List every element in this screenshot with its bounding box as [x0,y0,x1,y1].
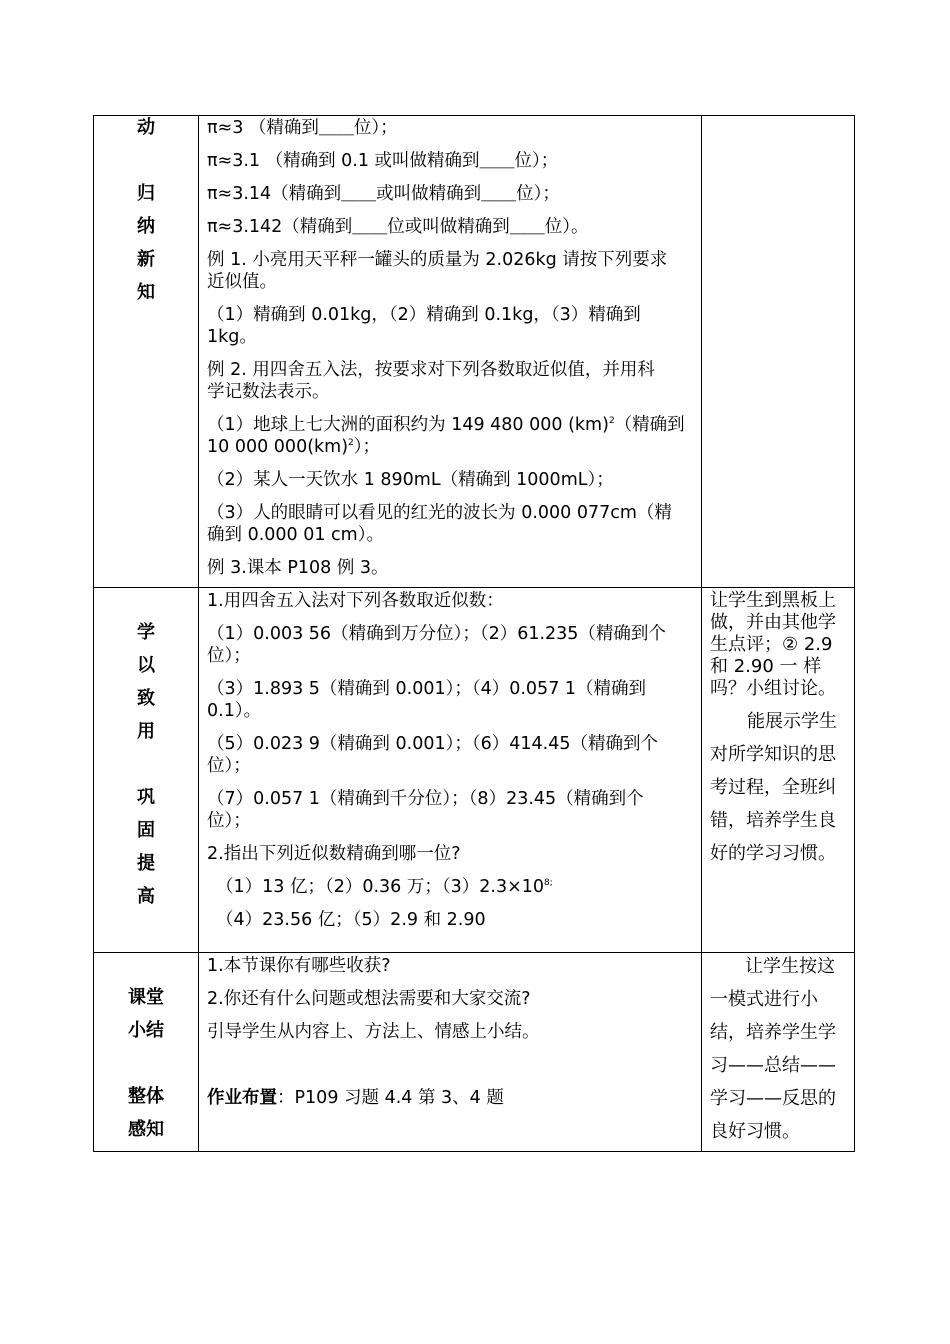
row1-label-2: 归 [137,183,155,204]
row2-label-6: 固 [137,820,155,841]
row3-side-line-6: 良好习惯。 [710,1121,800,1142]
example2-part1-line-1 [207,414,685,436]
table-border-bottom [93,1151,855,1152]
row3-label-1: 课堂 [128,987,164,1008]
row2-label-8: 高 [137,886,155,907]
row1-label-1: 动 [137,117,155,138]
example1-line-1: 例 1. 小亮用天平秤一罐头的质量为 2.026kg 请按下列要求 [207,250,668,270]
column-divider-2 [701,115,702,1152]
row3-side-line-3: 结，培养学生学 [710,1022,836,1043]
row3-label-4: 感知 [128,1119,164,1140]
row2-side-line-4: 和 2.90 一 样 [710,656,822,677]
example2-part1-line-2 [207,436,380,458]
example1-parts-line-1: （1）精确到 0.01kg，（2）精确到 0.1kg，（3）精确到 [207,305,641,325]
pi-line-2: π≈3.1 （精确到 0.1 或叫做精确到＿＿位）； [207,151,559,171]
example2-part1-text-b: （精确到 [614,415,685,435]
row2-side-line-5: 吗？小组讨论。 [710,678,836,699]
example2-line-2: 学记数法表示。 [207,382,330,402]
row2-label-7: 提 [137,853,155,874]
row2-label-2: 以 [137,655,155,676]
exercise1-item-3-4-line-2: 0.1）。 [207,701,262,721]
homework-label: 作业布置 [207,1088,277,1108]
homework [207,1087,504,1109]
summary-question-2: 2.你还有什么问题或想法需要和大家交流? [207,989,531,1009]
row2-side-line-3: 生点评；② 2.9 [710,634,833,655]
row2-label-1: 学 [137,622,155,643]
row-divider-2 [93,952,855,953]
row3-label-3: 整体 [128,1086,164,1107]
row2-label-4: 用 [137,721,155,742]
row2-side-line-7: 对所学知识的思 [710,744,836,765]
summary-question-1: 1.本节课你有哪些收获? [207,956,391,976]
row2-side-line-2: 做，并由其他学 [710,612,836,633]
exercise2-items-line-1 [216,876,553,898]
row2-label-3: 致 [137,688,155,709]
example2-part1-text-d: ）； [353,437,381,457]
pi-line-4: π≈3.142（精确到＿＿位或叫做精确到＿＿位）。 [207,217,589,237]
exercise1-item-7-8-line-2: 位）； [207,811,251,831]
row2-side-line-10: 好的学习习惯。 [710,843,836,864]
example2-part1-text-a: （1）地球上七大洲的面积约为 149 480 000 (km) [207,415,609,435]
table-border-top [93,115,855,116]
row2-side-line-8: 考过程，全班纠 [710,777,836,798]
example1-line-2: 近似值。 [207,272,277,292]
row3-label-2: 小结 [128,1020,164,1041]
row2-side-line-6: 能展示学生 [747,711,837,732]
exercise2-items-line-2: （4）23.56 亿；（5）2.9 和 2.90 [216,910,486,930]
example2-part1-text-c: 10 000 000(km) [207,437,349,457]
exercise1-item-1-2-line-1: （1）0.003 56（精确到万分位）；（2）61.235（精确到个 [207,624,666,644]
exercise1-item-5-6-line-2: 位）； [207,756,251,776]
pi-line-1: π≈3 （精确到＿＿位）； [207,118,398,138]
exercise1-title: 1.用四舍五入法对下列各数取近似数： [207,591,504,611]
example2-part3-line-1: （3）人的眼睛可以看见的红光的波长为 0.000 077cm（精 [207,503,672,523]
column-divider-1 [198,115,199,1152]
row3-side-line-5: 学习——反思的 [710,1088,836,1109]
exercise1-item-5-6-line-1: （5）0.023 9（精确到 0.001）；（6）414.45（精确到个 [207,734,658,754]
summary-guidance: 引导学生从内容上、方法上、情感上小结。 [207,1022,540,1042]
row3-side-line-1: 让学生按这 [745,956,835,977]
row2-label-5: 巩 [137,787,155,808]
row3-side-line-2: 一模式进行小 [710,989,818,1010]
exercise2-items-text: （1）13 亿；（2）0.36 万；（3）2.3×10 [216,877,545,897]
row1-label-4: 新 [137,249,155,270]
example2-part2: （2）某人一天饮水 1 890mL（精确到 1000mL）； [207,470,614,490]
exercise1-item-7-8-line-1: （7）0.057 1（精确到千分位）；（8）23.45（精确到个 [207,789,644,809]
row3-side-line-4: 习——总结—— [710,1055,836,1076]
example1-parts-line-2: 1kg。 [207,327,257,347]
exercise1-item-3-4-line-1: （3）1.893 5（精确到 0.001）；（4）0.057 1（精确到 [207,679,647,699]
homework-text: ：P109 习题 4.4 第 3、4 题 [277,1088,504,1108]
exercise1-item-1-2-line-2: 位）； [207,646,251,666]
superscript-squared: 2 [608,416,615,427]
superscript-exponent: 8; [544,878,553,889]
table-border-right [854,115,855,1152]
example2-line-1: 例 2. 用四舍五入法，按要求对下列各数取近似值，并用科 [207,360,655,380]
exercise2-title: 2.指出下列近似数精确到哪一位? [207,844,461,864]
superscript-squared-2: 2 [348,438,354,449]
row2-side-line-1: 让学生到黑板上 [710,590,836,611]
row2-side-line-9: 错，培养学生良 [710,810,836,831]
row1-label-3: 纳 [137,216,155,237]
pi-line-3: π≈3.14（精确到＿＿或叫做精确到＿＿位）； [207,184,560,204]
example3: 例 3.课本 P108 例 3。 [207,558,389,578]
example2-part3-line-2: 确到 0.000 01 cm）。 [207,525,384,545]
row1-label-5: 知 [137,282,155,303]
